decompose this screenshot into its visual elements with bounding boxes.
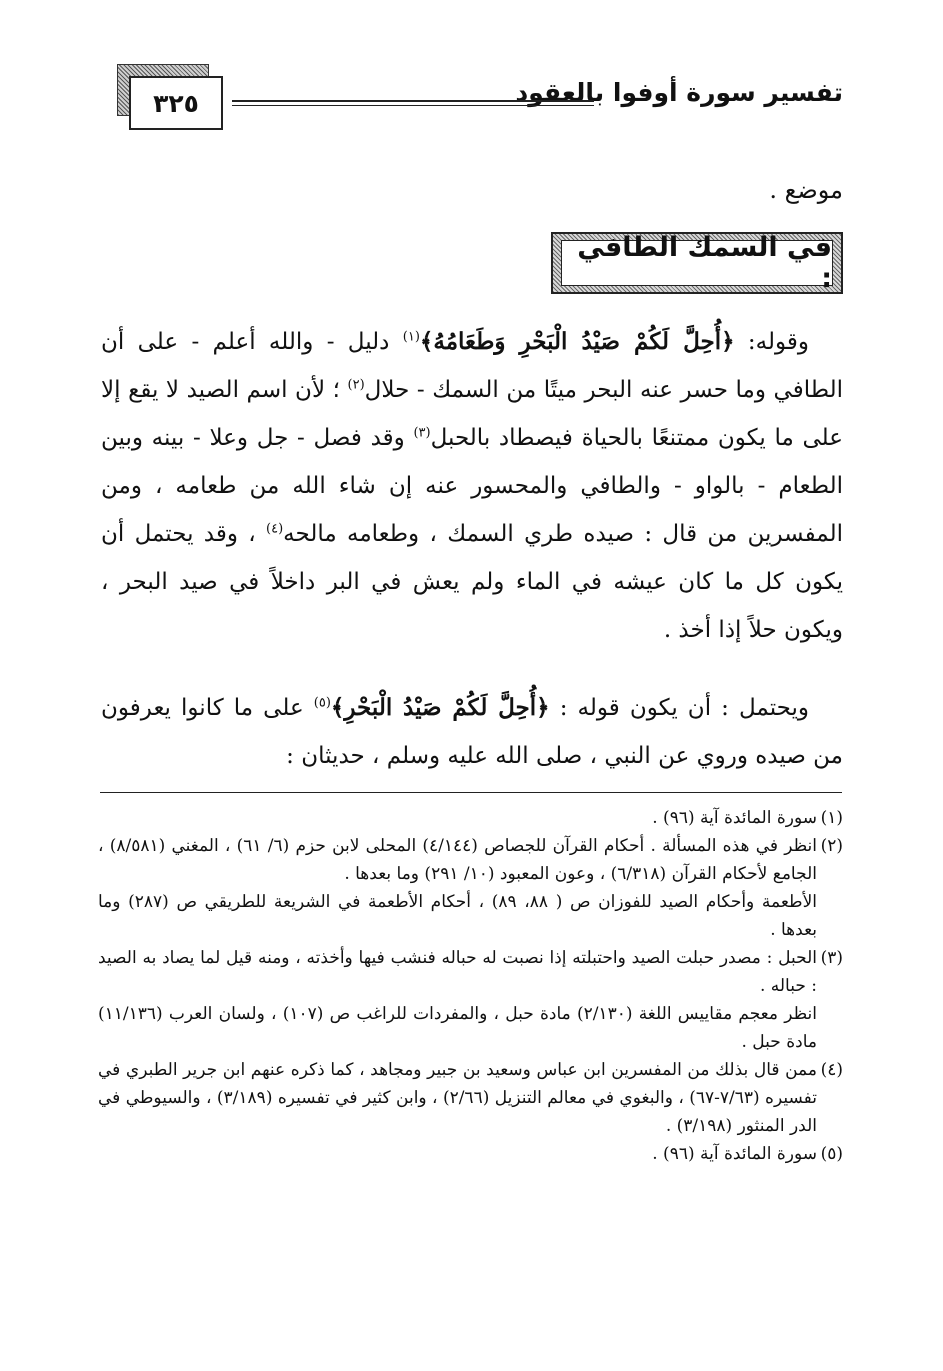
footnote-number: (٤) [820, 1060, 843, 1080]
carryover-fragment: موضع . [769, 176, 843, 204]
footnote-ref: (٣) [413, 425, 431, 441]
p1-text-a: دليل - والله أعلم - على أن الطافي وما حسر عنه البحر ميتًا من السمك - حلال [101, 329, 843, 403]
footnote-number: (٣) [820, 948, 843, 968]
footnote-separator [100, 792, 842, 793]
footnote-text: انظر في هذه المسألة . أحكام القرآن للجصاص (٤/١٤٤) المحلى لابن حزم (٦/ ٦١) ، المغني (٨/٥٨١) ، الجامع لأحكام القرآن (٦/٣١٨) ، وعون المعبود (١٠/ ٢٩١) وما بعدها . [98, 836, 817, 884]
footnote-text: ممن قال بذلك من المفسرين ابن عباس وسعيد بن جبير ومجاهد ، كما ذكره عنهم ابن جرير الطبري في تفسيره (٧/٦٣-٦٧) ، والبغوي في معالم التنزيل (٢/٦٦) ، وابن كثير في تفسيره (٣/١٨٩) ، والسيوطي في الدر المنثور (٣/١٩٨) . [98, 1060, 817, 1136]
page-number-box [117, 64, 221, 128]
p2-lead: ويحتمل : أن يكون قوله : [549, 695, 810, 721]
p2-text: على ما كانوا يعرفون من صيده وروي عن النبي ، صلى الله عليه وسلم ، حديثان : [101, 695, 843, 769]
footnote-ref: (١) [402, 329, 420, 345]
page-number: ٣٢٥ [129, 76, 223, 130]
footnote-text: سورة المائدة آية (٩٦) . [652, 808, 817, 828]
header-rule [232, 100, 594, 106]
running-title: تفسير سورة أوفوا بالعقود [515, 78, 843, 107]
quran-verse: ﴿أُحِلَّ لَكُمْ صَيْدُ الْبَحْرِ وَطَعَامُهُ﴾ [419, 328, 735, 355]
footnote-3 [98, 944, 843, 1056]
p1-lead: وقوله: [734, 329, 809, 355]
section-heading: في السمك الطافي : [561, 240, 833, 286]
quran-verse: ﴿أُحِلَّ لَكُمْ صَيْدُ الْبَحْرِ﴾ [330, 694, 550, 721]
footnote-text: انظر معجم مقاييس اللغة (٢/١٣٠) مادة حبل ، والمفردات للراغب ص (١٠٧) ، ولسان العرب (١١/١٣٦) مادة حبل . [98, 1004, 817, 1052]
footnote-text: سورة المائدة آية (٩٦) . [652, 1144, 817, 1164]
footnote-5 [98, 1140, 843, 1168]
footnote-ref: (٥) [313, 695, 331, 711]
paragraph-1 [101, 318, 843, 654]
p1-text-c: وقد فصل - جل وعلا - بينه وبين الطعام - بالواو - والطافي والمحسور عنه إن شاء الله من طعامه ، ومن المفسرين من قال : صيده طري السمك ، وطعامه مالحه [101, 425, 843, 547]
footnote-4 [98, 1056, 843, 1140]
paragraph-2 [101, 684, 843, 780]
p1-text-b: ؛ لأن اسم الصيد لا يقع إلا على ما يكون ممتنعًا بالحياة فيصطاد بالحبل [101, 377, 843, 451]
footnote-ref: (٢) [347, 377, 365, 393]
footnote-text: الأطعمة وأحكام الصيد للفوزان ص ( ٨٨، ٨٩) ، أحكام الأطعمة في الشريعة للطريقي ص (٢٨٧) وما بعدها . [98, 892, 817, 940]
section-heading-box [551, 232, 843, 294]
p1-text-d: ، وقد يحتمل أن يكون كل ما كان عيشه في الماء ولم يعش في البر داخلاً في صيد البحر ، ويكون حلاً إذا أخذ . [101, 521, 843, 643]
footnote-1 [98, 804, 843, 832]
footnote-number: (١) [820, 808, 843, 828]
footnote-number: (٥) [820, 1144, 843, 1164]
footnote-text: الحبل : مصدر حبلت الصيد واحتبلته إذا نصبت له حباله فنشب فيها وأخذته ، ومنه قيل لما يصاد به الصيد : حباله . [98, 948, 817, 996]
footnote-ref: (٤) [266, 521, 284, 537]
footnotes [98, 804, 843, 1168]
footnote-2 [98, 832, 843, 944]
footnote-number: (٢) [820, 836, 843, 856]
